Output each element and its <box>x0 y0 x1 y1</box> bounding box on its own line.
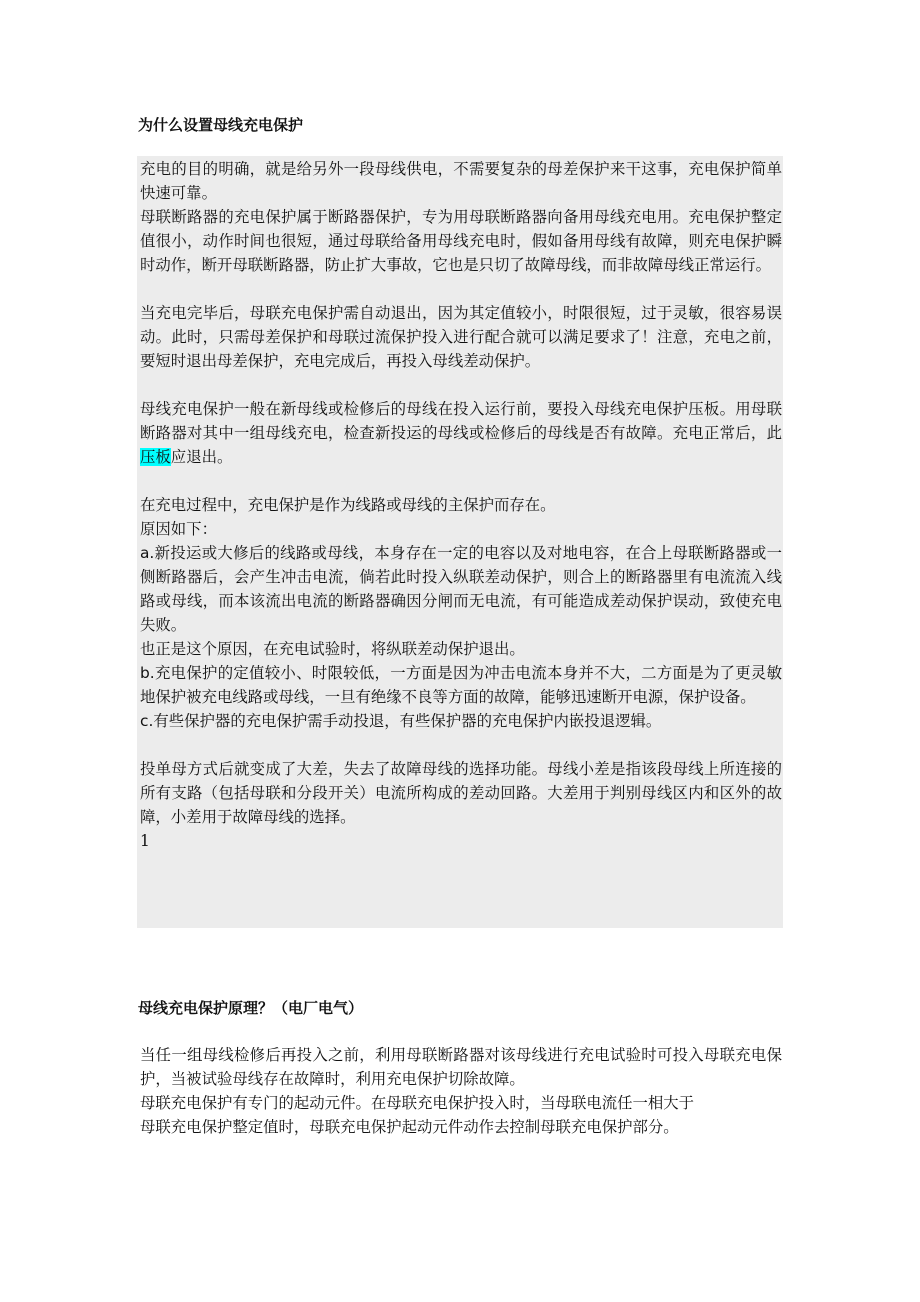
list-item-text: 充电保护的定值较小、时限较低，一方面是因为冲击电流本身并不大，二方面是为了更灵敏地保护被充电线路或母线，一旦有绝缘不良等方面的故障，能够迅速断开电源，保护设备。 <box>140 664 782 706</box>
paragraph <box>140 397 782 469</box>
paragraph: 母联充电保护有专门的起动元件。在母联充电保护投入时，当母联电流任一相大于 <box>140 1094 695 1112</box>
paragraph: 在充电过程中，充电保护是作为线路或母线的主保护而存在。 <box>140 496 556 514</box>
paragraph: 母联充电保护整定值时，母联充电保护起动元件动作去控制母联充电保护部分。 <box>140 1118 679 1136</box>
paragraph-gap <box>140 733 782 757</box>
paragraph: 投单母方式后就变成了大差，失去了故障母线的选择功能。母线小差是指该段母线上所连接的所有支路（包括母联和分段开关）电流所构成的差动回路。大差用于判别母线区内和区外的故障，小差用于故障母线的选择。 <box>140 760 782 826</box>
list-item-text: 有些保护器的充电保护需手动投退，有些保护器的充电保护内嵌投退逻辑。 <box>153 712 662 730</box>
list-marker: b. <box>140 664 155 682</box>
section-2-title: 母线充电保护原理？（电厂电气） <box>138 999 364 1017</box>
section-2-body <box>140 1043 782 1139</box>
paragraph-gap <box>140 373 782 397</box>
paragraph: 1 <box>140 832 150 850</box>
paragraph: 充电的目的明确，就是给另外一段母线供电，不需要复杂的母差保护来干这事，充电保护简单快速可靠。 <box>140 160 782 202</box>
list-item-text: 新投运或大修后的线路或母线，本身存在一定的电容以及对地电容，在合上母联断路器或一侧断路器后，会产生冲击电流，倘若此时投入纵联差动保护，则合上的断路器里有电流流入线路或母线，而本该流出电流的断路器确因分闸而无电流，有可能造成差动保护误动，致使充电失败。 <box>140 544 782 634</box>
paragraph: 当充电完毕后，母联充电保护需自动退出，因为其定值较小，时限很短，过于灵敏，很容易误动。此时，只需母差保护和母联过流保护投入进行配合就可以满足要求了！注意，充电之前，要短时退出母差保护，充电完成后，再投入母线差动保护。 <box>140 304 782 370</box>
list-marker: a. <box>140 544 155 562</box>
paragraph-gap <box>140 277 782 301</box>
paragraph: 原因如下： <box>140 520 217 538</box>
list-item-b <box>140 661 782 709</box>
paragraph-text: 母线充电保护一般在新母线或检修后的母线在投入运行前，要投入母线充电保护压板。用母联断路器对其中一组母线充电，检查新投运的母线或检修后的母线是否有故障。充电正常后，此 <box>140 400 782 442</box>
paragraph-gap <box>140 469 782 493</box>
list-marker: c. <box>140 712 154 730</box>
highlighted-term: 压板 <box>140 448 171 466</box>
section-1-title: 为什么设置母线充电保护 <box>138 116 304 134</box>
paragraph: 当任一组母线检修后再投入之前，利用母联断路器对该母线进行充电试验时可投入母联充电保护，当被试验母线存在故障时，利用充电保护切除故障。 <box>140 1046 782 1088</box>
paragraph: 也正是这个原因，在充电试验时，将纵联差动保护退出。 <box>140 640 525 658</box>
list-item-a <box>140 541 782 637</box>
paragraph-text: 应退出。 <box>170 448 233 466</box>
section-1-body <box>140 157 782 853</box>
list-item-c <box>140 709 782 733</box>
paragraph: 母联断路器的充电保护属于断路器保护，专为用母联断路器向备用母线充电用。充电保护整定值很小，动作时间也很短，通过母联给备用母线充电时，假如备用母线有故障，则充电保护瞬时动作，断开母联断路器，防止扩大事故，它也是只切了故障母线，而非故障母线正常运行。 <box>140 208 782 274</box>
